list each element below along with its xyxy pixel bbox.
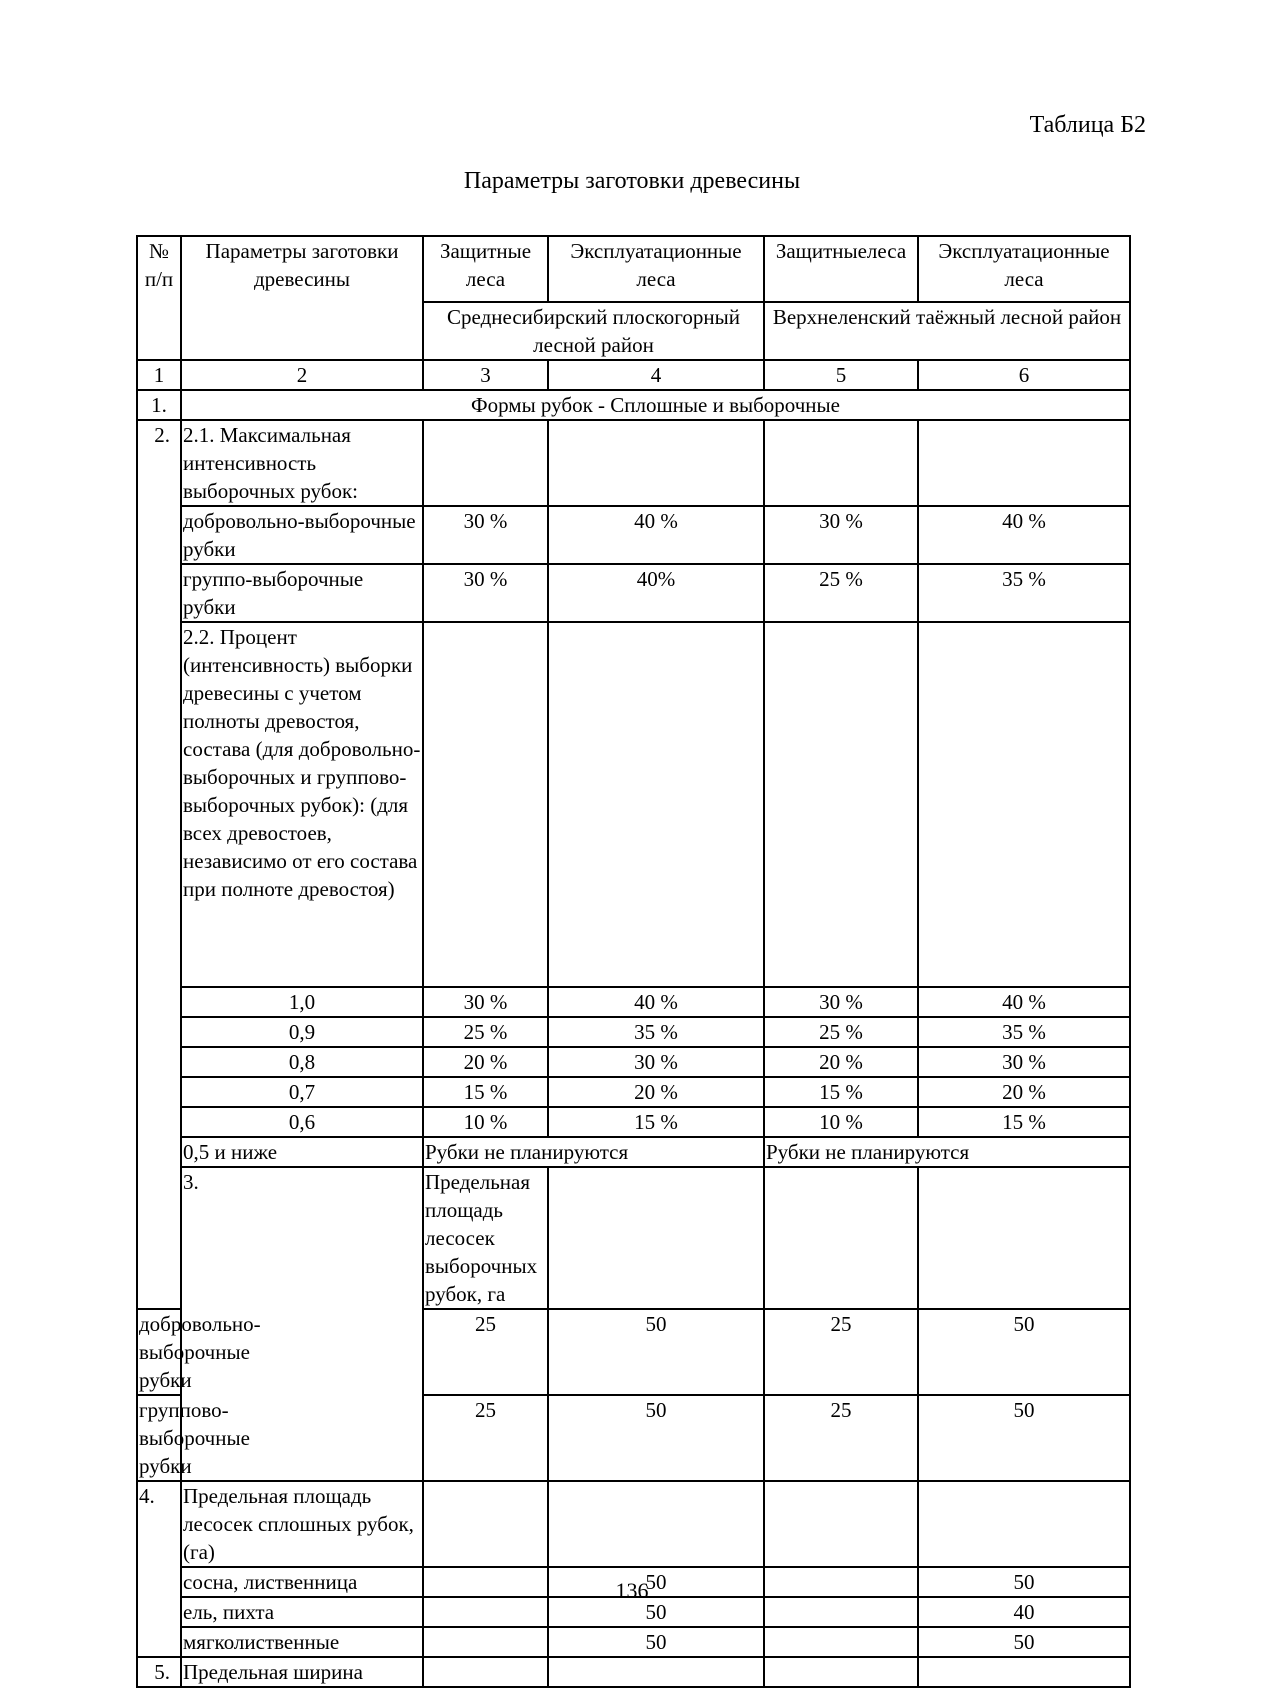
density-label: 0,8	[181, 1047, 423, 1077]
value-cell: 35 %	[918, 1017, 1130, 1047]
density-label: 0,6	[181, 1107, 423, 1137]
row-label: ель, пихта	[181, 1597, 423, 1627]
value-cell: 50	[918, 1567, 1130, 1597]
table-label: Таблица Б2	[1029, 112, 1146, 138]
header-protective-2: Защитныелеса	[764, 236, 918, 302]
value-cell: 50	[548, 1309, 764, 1395]
value-cell: 25	[764, 1395, 918, 1481]
colnum-cell: 6	[918, 360, 1130, 390]
header-region-1: Среднесибирский плоскогорный лесной район	[423, 302, 764, 360]
header-operational-1: Эксплуатационные леса	[548, 236, 764, 302]
value-cell: 10 %	[764, 1107, 918, 1137]
row-label: группо-выборочные рубки	[181, 564, 423, 622]
value-cell: 30 %	[548, 1047, 764, 1077]
value-cell: 25 %	[764, 1017, 918, 1047]
value-cell: 15 %	[764, 1077, 918, 1107]
value-cell: 15 %	[548, 1107, 764, 1137]
row-label: Предельная ширина	[181, 1657, 423, 1687]
value-cell: 20 %	[548, 1077, 764, 1107]
value-cell: 25	[764, 1309, 918, 1395]
colnum-cell: 4	[548, 360, 764, 390]
page-number: 136	[615, 1578, 649, 1603]
row-label: группово-выборочные рубки	[137, 1395, 181, 1481]
value-cell: 35 %	[918, 564, 1130, 622]
value-cell: 40 %	[548, 987, 764, 1017]
value-cell: 50	[918, 1309, 1130, 1395]
value-cell: 30 %	[423, 987, 548, 1017]
value-cell: 50	[548, 1567, 764, 1597]
value-cell: 15 %	[918, 1107, 1130, 1137]
colnum-cell: 1	[137, 360, 181, 390]
value-cell	[423, 1627, 548, 1657]
value-cell: 20 %	[764, 1047, 918, 1077]
section-text: Формы рубок - Сплошные и выборочные	[181, 390, 1130, 420]
row-label: Предельная площадь лесосек выборочных рубок, га	[423, 1167, 548, 1309]
section-num: 3.	[181, 1167, 423, 1481]
section-num: 1.	[137, 390, 181, 420]
value-cell: 25 %	[764, 564, 918, 622]
row-label: добровольно-выборочные рубки	[181, 506, 423, 564]
row-label: Предельная площадь лесосек сплошных рубок, (га)	[181, 1481, 423, 1567]
value-cell: 40 %	[548, 506, 764, 564]
density-label: 0,9	[181, 1017, 423, 1047]
row-label: 2.1. Максимальная интенсивность выборочных рубок:	[181, 420, 423, 506]
value-cell: 40 %	[918, 987, 1130, 1017]
density-label: 0,7	[181, 1077, 423, 1107]
value-cell: 50	[548, 1597, 764, 1627]
value-cell	[764, 1627, 918, 1657]
value-cell: 50	[548, 1395, 764, 1481]
no-cutting-note: Рубки не планируются	[423, 1137, 764, 1167]
row-label: мягколиственные	[181, 1627, 423, 1657]
value-cell: 25	[423, 1309, 548, 1395]
value-cell: 40 %	[918, 506, 1130, 564]
value-cell: 30 %	[423, 506, 548, 564]
colnum-cell: 5	[764, 360, 918, 390]
no-cutting-note: Рубки не планируются	[764, 1137, 1130, 1167]
value-cell: 25	[423, 1395, 548, 1481]
value-cell: 30 %	[764, 506, 918, 564]
row-label: добровольно-выборочные рубки	[137, 1309, 181, 1395]
density-label: 1,0	[181, 987, 423, 1017]
value-cell: 50	[918, 1627, 1130, 1657]
header-param: Параметры заготовки древесины	[181, 236, 423, 360]
colnum-cell: 2	[181, 360, 423, 390]
row-label: 2.2. Процент (интенсивность) выборки древесины с учетом полноты древостоя, состава (для добровольно-выборочных и группово-выборочных рубок): (для всех древостоев, независимо от его состава при полноте древостоя)	[181, 622, 423, 987]
value-cell: 25 %	[423, 1017, 548, 1047]
section-num: 5.	[137, 1657, 181, 1687]
header-region-2: Верхнеленский таёжный лесной район	[764, 302, 1130, 360]
section-num: 2.	[137, 420, 181, 1309]
value-cell: 30 %	[423, 564, 548, 622]
value-cell: 30 %	[764, 987, 918, 1017]
value-cell: 20 %	[918, 1077, 1130, 1107]
parameters-table	[136, 235, 1131, 1688]
value-cell: 15 %	[423, 1077, 548, 1107]
value-cell: 50	[548, 1627, 764, 1657]
section-num: 4.	[137, 1481, 181, 1657]
colnum-cell: 3	[423, 360, 548, 390]
header-protective-1: Защитные леса	[423, 236, 548, 302]
value-cell: 50	[918, 1395, 1130, 1481]
header-num: № п/п	[137, 236, 181, 360]
header-operational-2: Эксплуатационные леса	[918, 236, 1130, 302]
value-cell: 30 %	[918, 1047, 1130, 1077]
value-cell: 40	[918, 1597, 1130, 1627]
value-cell: 10 %	[423, 1107, 548, 1137]
row-label: 0,5 и ниже	[181, 1137, 423, 1167]
value-cell: 35 %	[548, 1017, 764, 1047]
page-title: Параметры заготовки древесины	[463, 168, 801, 194]
row-label: сосна, лиственница	[181, 1567, 423, 1597]
value-cell: 20 %	[423, 1047, 548, 1077]
value-cell: 40%	[548, 564, 764, 622]
